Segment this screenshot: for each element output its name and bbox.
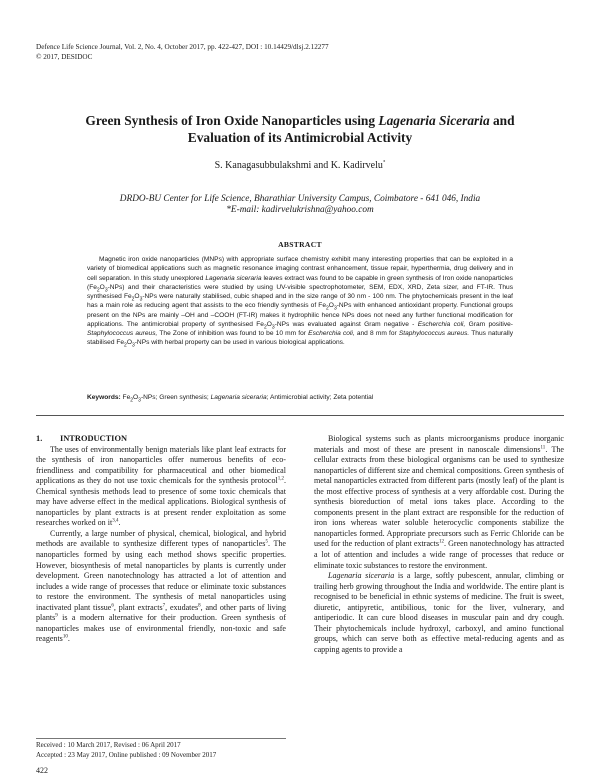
keywords-label: Keywords: [87, 394, 121, 401]
accepted-line: Accepted : 23 May 2017, Online published : 09 November 2017 [36, 750, 217, 759]
copyright-line: © 2017, DESIDOC [36, 52, 93, 61]
received-line: Received : 10 March 2017, Revised : 06 April 2017 [36, 741, 181, 749]
paragraph: Biological systems such as plants microorganisms produce inorganic materials and most of these are present in nanoscale dimensions$^{11}$. The cellular extracts from these biological organisms can be used to synthesize nanoparticles of different size and chemical compositions. Green synthesis of metal nanoparticles extracted from different parts (mostly leaf) of the plant is the most effective process of synthesis at a very affordable cost. During the synthesis bioreduction of metal ions takes place. According to the components present in the plant extract are responsible for the reduction of iron ions whereas water soluble heterocyclic components stabilize the nanoparticles formed. Appropriate precursors such as Ferric Chloride can be used for the reduction of plant extracts$^{12}$. Green nanotechnology has attracted a lot of attention and includes a wide range of processes that reduce or eliminate toxic substances to restore the environment. [314, 434, 564, 570]
footnote-block [36, 738, 286, 760]
paper-title: Green Synthesis of Iron Oxide Nanoparticles using Lagenaria Siceraria and Evaluation of its Antimicrobial Activity [85, 113, 515, 145]
section-heading: 1. INTRODUCTION [36, 434, 128, 443]
page-number: 422 [36, 766, 48, 775]
paragraph: The uses of environmentally benign materials like plant leaf extracts for the synthesis of iron nanoparticles offer numerous benefits of eco-friendliness and compatibility for pharmaceutical and other biomedical applications as they do not use toxic chemicals for the synthesis protocol$^{1,2}$. Chemical synthesis methods lead to presence of some toxic chemicals that may have adverse effect in the medical applications. Biological synthesis of nanoparticles by plant extracts is at present render exploitation as some researches worked on it$^{3,4}$. [36, 444, 286, 528]
email-line: *E-mail: kadirvelukrishna@yahoo.com [226, 205, 374, 215]
affiliation [0, 194, 600, 216]
left-column [36, 434, 286, 645]
abstract-body: Magnetic iron oxide nanoparticles (MNPs) with appropriate surface chemistry exhibit many interesting properties that can be exploited in a variety of biomedical applications such as magnetic resonance imaging contrast enhancement, tissue repair, hyperthermia, drug delivery and in cell separation. In this study unexplored Lagenaria siceraria leaves extract was found to be capable in green synthesis of Iron oxide nanoparticles $(Fe_2O_3-NPs)$ and their characteristics were studied by using UV-visible spectrophotometer, SEM, EDX, XRD, Zeta sizer, and FT-IR. Thus synthesised $Fe_2O_3$-NPs were naturally stabilised, cubic shaped and in the size range of 30 nm - 100 nm. The phytochemicals present in the leaf has a main role as reducing agent that assists to the eco friendly synthesis of $Fe_2O_3$-NPs with enhanced antioxidant property. Functional groups present on the NPs are mainly –OH and –COOH (FT-IR) makes it hydrophilic hence NPs does not need any further functional modification for applications. The antimicrobial property of synthesised $Fe_2O_3$-NPs was evaluated against Gram negative - Escherchia coli, Gram positive- Staphylococcus aureus, The Zone of inhibition was found to be 10 mm for Escherchia coli, and 8 mm for Staphylococcus aureus. Thus naturally stabilised $Fe_2O_3$-NPs with herbal property can be used in various biological applications. [87, 256, 513, 349]
citation-line: Defence Life Science Journal, Vol. 2, No. 4, October 2017, pp. 422-427, DOI : 10.14429/dlsj.2.12277 [36, 43, 329, 51]
journal-header [36, 43, 329, 62]
paragraph: Lagenaria siceraria is a large, softly pubescent, annular, climbing or trailing herb growing throughout the India and worldwide. The entire plant is recognised to be beneficial in ethnic systems of medicine. The fruit is sweet, diuretic, antipyretic, antibilious, tonic for the liver, vulnerary, and antiperiodic. It can cure blood diseases in muscular pain and dry cough. Their phytochemicals include hydroxyl, carboxyl, and amino functional groups, which can serve both as effective metal-reducing agents and as capping agents to provide a [314, 571, 564, 654]
abstract-divider [36, 415, 564, 416]
affiliation-line: DRDO-BU Center for Life Science, Bharathiar University Campus, Coimbatore - 641 046, India [119, 194, 481, 204]
paragraph: Currently, a large number of physical, chemical, biological, and hybrid methods are available to synthesize different types of nanoparticles$^5$. The nanoparticles formed by using each method shows specific properties. However, biosynthesis of metal nanoparticles by plants is currently under development. Green nanotechnology has attracted a lot of attention and includes a wide range of processes that reduce or eliminate toxic substances to restore the environment. The synthesis of metal nanoparticles using inactivated plant tissue$^6$, plant extracts$^7$, exudates$^8$, and other parts of living plants$^9$ is a modern alternative for their production. Green synthesis of nanoparticles makes use of environmental friendly, non-toxic and safe reagents$^{10}$. [36, 528, 287, 644]
right-column [314, 434, 564, 655]
abstract-heading: ABSTRACT [278, 240, 322, 249]
keywords: Keywords: $Fe_2O_3$-NPs; Green synthesis; Lagenaria siceraria; Antimicrobial activity; Zeta potential [87, 394, 374, 404]
authors: S. Kanagasubbulakshmi and K. Kadirvelu* [214, 160, 386, 171]
